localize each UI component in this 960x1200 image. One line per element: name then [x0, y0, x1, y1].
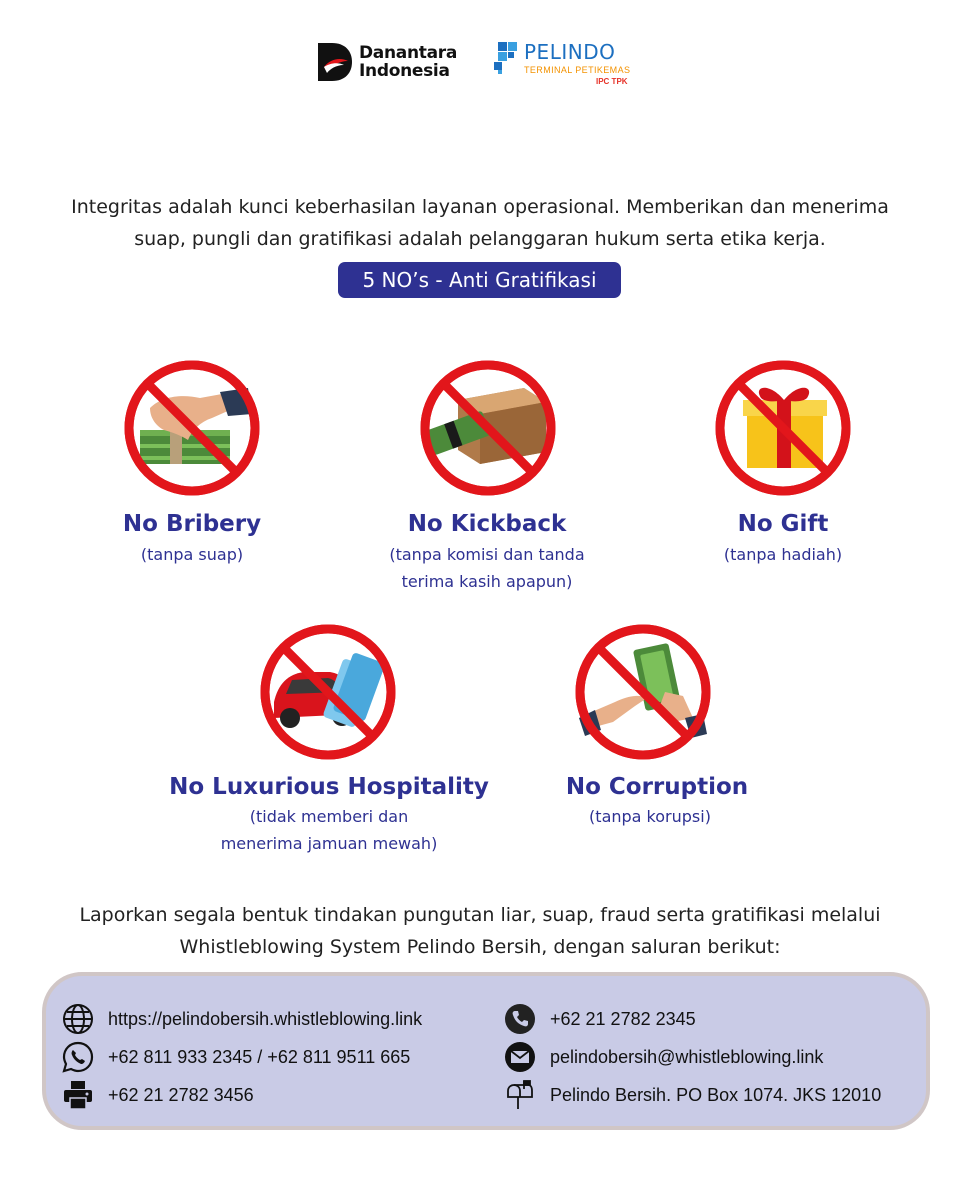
no-gift-subtitle: (tanpa hadiah)	[723, 545, 843, 564]
no-luxurious-hospitality-subtitle-line1: (tidak memberi dan	[249, 807, 409, 826]
mail-icon	[504, 1041, 536, 1073]
intro-line2: suap, pungli dan gratifikasi adalah pelanggaran hukum serta etika kerja.	[134, 228, 826, 250]
no-bribery-title: No Bribery	[122, 511, 262, 537]
contact-phone[interactable]	[504, 1002, 696, 1036]
no-kickback-subtitle-line2: terima kasih apapun)	[401, 572, 573, 591]
pelindo-logo	[494, 38, 654, 88]
contact-website[interactable]	[62, 1002, 422, 1036]
no-luxurious-hospitality-subtitle	[199, 803, 459, 857]
pelindo-subtitle-2: IPC TPK	[596, 77, 628, 86]
pelindo-name: PELINDO	[524, 40, 616, 64]
danantara-logo	[318, 40, 468, 84]
email-address[interactable]: pelindobersih@whistleblowing.link	[550, 1046, 824, 1067]
danantara-logo-mark	[318, 43, 352, 81]
no-kickback-icon	[418, 358, 558, 503]
intro-line1: Integritas adalah kunci keberhasilan layanan operasional. Memberikan dan menerima	[71, 196, 889, 218]
no-gift-icon	[713, 358, 853, 503]
intro-text	[40, 191, 920, 255]
no-corruption-title: No Corruption	[565, 774, 749, 800]
whatsapp-icon	[62, 1041, 94, 1073]
pelindo-logo-mark	[494, 42, 520, 74]
report-line2: Whistleblowing System Pelindo Bersih, dengan saluran berikut:	[179, 936, 781, 958]
no-corruption-icon	[573, 622, 713, 767]
globe-icon	[62, 1003, 94, 1035]
contact-panel	[42, 972, 930, 1130]
fax-icon	[62, 1079, 94, 1111]
no-luxurious-hospitality-subtitle-line2: menerima jamuan mewah)	[220, 834, 438, 853]
website-url[interactable]: https://pelindobersih.whistleblowing.link	[108, 1008, 423, 1029]
no-corruption-subtitle: (tanpa korupsi)	[589, 807, 711, 826]
danantara-line2: Indonesia	[359, 61, 450, 81]
no-luxurious-hospitality-title: No Luxurious Hospitality	[169, 774, 489, 800]
no-kickback-title: No Kickback	[407, 511, 567, 537]
no-bribery-icon	[122, 358, 262, 503]
anti-gratification-badge: 5 NO’s - Anti Gratifikasi	[338, 262, 621, 298]
whatsapp-numbers[interactable]: +62 811 933 2345 / +62 811 9511 665	[108, 1046, 411, 1067]
report-instructions	[40, 899, 920, 963]
contact-po-box	[504, 1078, 881, 1112]
phone-number[interactable]: +62 21 2782 2345	[550, 1008, 696, 1029]
no-kickback-subtitle-line1: (tanpa komisi dan tanda	[389, 545, 585, 564]
contact-email[interactable]	[504, 1040, 823, 1074]
po-box-address: Pelindo Bersih. PO Box 1074. JKS 12010	[550, 1084, 882, 1105]
mailbox-icon	[504, 1079, 536, 1111]
phone-icon	[504, 1003, 536, 1035]
pelindo-subtitle: TERMINAL PETIKEMAS	[524, 65, 631, 75]
no-luxurious-hospitality-icon	[258, 622, 398, 767]
fax-number[interactable]: +62 21 2782 3456	[108, 1084, 254, 1105]
no-bribery-subtitle: (tanpa suap)	[140, 545, 244, 564]
no-gift-title: No Gift	[737, 511, 829, 537]
contact-whatsapp[interactable]	[62, 1040, 410, 1074]
contact-fax[interactable]	[62, 1078, 254, 1112]
report-line1: Laporkan segala bentuk tindakan pungutan liar, suap, fraud serta gratifikasi melalui	[79, 904, 881, 926]
danantara-line1: Danantara	[359, 43, 458, 63]
no-kickback-subtitle	[357, 541, 617, 595]
